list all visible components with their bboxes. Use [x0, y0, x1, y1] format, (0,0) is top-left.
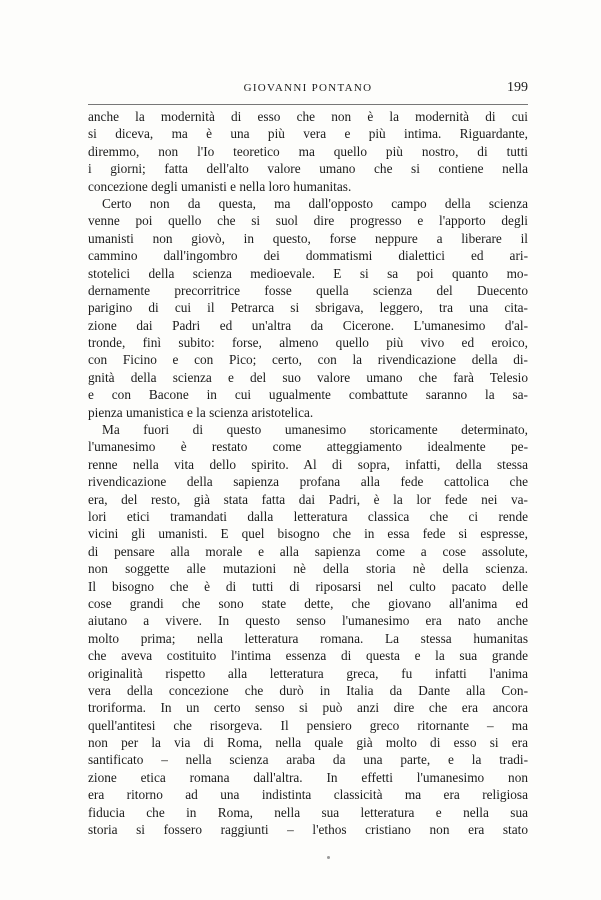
running-title: GIOVANNI PONTANO: [243, 82, 373, 94]
text-line: dernamente precorritrice fosse quella scienza del Duecento: [88, 282, 528, 298]
text-line: concezione degli umanisti e nella loro humanitas.: [88, 178, 352, 194]
text-line: quell'antitesi che risorgeva. Il pensiero greco ritornante – ma: [88, 717, 528, 733]
text-line: non per la via di Roma, nella quale già molto di esso si era: [88, 735, 528, 751]
text-line: stotelici della scienza medioevale. E si sa poi quanto mo-: [88, 265, 528, 281]
running-head: [88, 82, 528, 102]
text-line: originalità rispetto alla letteratura greca, fu infatti l'anima: [88, 665, 528, 681]
page-number: 199: [507, 80, 528, 95]
text-line: Certo non da questa, ma dall'opposto campo della scienza: [102, 195, 528, 211]
text-line: si diceva, ma è una più vera e più intima. Riguardante,: [88, 126, 528, 142]
text-line: l'umanesimo è restato come atteggiamento idealmente pe-: [88, 439, 528, 455]
text-line: gnità della scienza e del suo valore umano che farà Telesio: [88, 369, 528, 385]
text-line: rivendicazione della sapienza profana alla fede cattolica che: [88, 474, 528, 490]
text-line: lori etici tramandati dalla letteratura classica che ci rende: [88, 508, 528, 524]
text-line: aiutano a vivere. In questo senso l'umanesimo era nato anche: [88, 613, 528, 629]
text-line: era, del resto, già stata fatta dai Padri, è la lor fede nei va-: [88, 491, 528, 507]
text-line: cammino dall'ingombro dei dommatismi dialettici ed ari-: [88, 248, 528, 264]
text-line: cose grandi che sono state dette, che giovano all'anima ed: [88, 595, 528, 611]
text-line: fiducia che in Roma, nella sua letteratura e nella sua: [88, 804, 528, 820]
text-line: renne nella vita dello spirito. Al di sopra, infatti, della stessa: [88, 456, 528, 472]
text-line: umanisti non giovò, in questo, forse neppure a liberare il: [88, 230, 528, 246]
scan-speck: [327, 856, 330, 859]
text-line: tronde, finì subito: forse, almeno quello più vivo ed eroico,: [88, 335, 528, 351]
text-line: che aveva costituito l'intima essenza di questa e la sua grande: [88, 648, 528, 664]
text-line: non soggette alle mutazioni nè della storia nè della scienza.: [88, 561, 528, 577]
text-line: pienza umanistica e la scienza aristotelica.: [88, 404, 314, 420]
text-line: parigino di cui il Petrarca si sbrigava, leggero, tra una cita-: [88, 300, 528, 316]
text-line: Ma fuori di questo umanesimo storicamente determinato,: [102, 422, 528, 438]
body-text: [88, 108, 528, 838]
text-line: troriforma. In un certo senso si può anzi dire che era ancora: [88, 700, 528, 716]
text-line: anche la modernità di esso che non è la modernità di cui: [88, 109, 528, 124]
text-line: santificato – nella scienza araba da una parte, e la tradi-: [88, 752, 528, 768]
text-line: zione etica romana dall'altra. In effetti l'umanesimo non: [88, 769, 528, 785]
text-line: vicini gli umanisti. E quel bisogno che in essa fede si espresse,: [88, 526, 528, 542]
text-line: e con Bacone in cui ugualmente combattute saranno la sa-: [88, 387, 528, 403]
text-line: con Ficino e con Pico; certo, con la rivendicazione della di-: [88, 352, 528, 368]
text-line: storia si fossero raggiunti – l'ethos cristiano non era stato: [88, 822, 528, 838]
text-line: Il bisogno che è di tutti di riposarsi nel culto pacato delle: [88, 578, 528, 594]
header-rule: [88, 104, 528, 105]
text-line: venne poi quello che si suol dire progresso e l'apporto degli: [88, 213, 528, 229]
text-line: molto prima; nella letteratura romana. La stessa humanitas: [88, 630, 528, 646]
text-line: era ritorno ad una indistinta classicità ma era religiosa: [88, 787, 528, 803]
text-line: vera della concezione che durò in Italia da Dante alla Con-: [88, 682, 528, 698]
text-line: i giorni; fatta dell'alto valore umano che si contiene nella: [88, 161, 528, 177]
text-line: di pensare alla morale e alla sapienza come a cose assolute,: [88, 543, 528, 559]
text-line: diremmo, non l'Io teoretico ma quello più nostro, di tutti: [88, 143, 528, 159]
text-line: zione dai Padri ed un'altra da Cicerone. L'umanesimo d'al-: [88, 317, 528, 333]
